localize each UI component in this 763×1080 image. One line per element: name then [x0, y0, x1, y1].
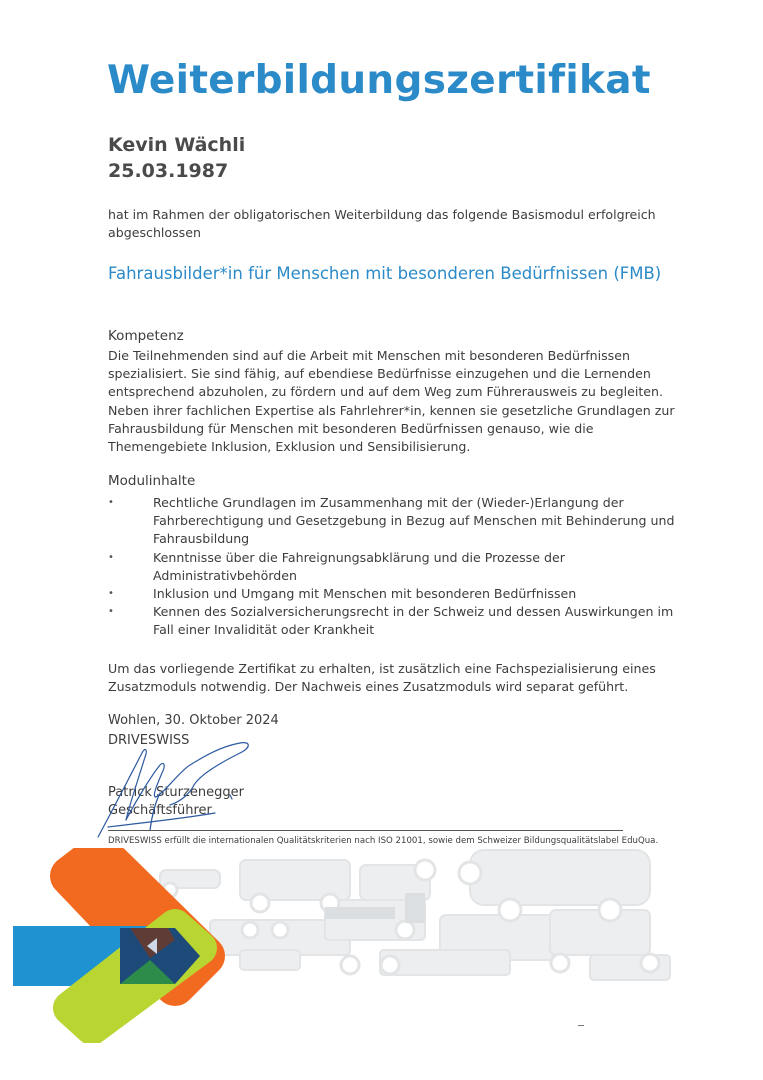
modulinhalte-list [108, 494, 688, 640]
footer-divider [108, 830, 623, 831]
module-title: Fahrausbilder*in für Menschen mit besonderen Bedürfnissen (FMB) [108, 264, 662, 283]
handwritten-signature-icon [90, 735, 265, 845]
list-item [108, 494, 688, 549]
participant-name: Kevin Wächli [108, 134, 246, 156]
list-item [108, 603, 688, 639]
bullet-icon: • [108, 551, 114, 563]
place-date: Wohlen, 30. Oktober 2024 [108, 713, 279, 728]
signer-role: Geschäftsführer [108, 803, 212, 818]
organization-name: DRIVESWISS [108, 733, 190, 748]
footer-quality-note: DRIVESWISS erfüllt die internationalen Qualitätskriterien nach ISO 21001, sowie dem Schweizer Bildungsqualitätslabel EduQua. [108, 836, 659, 846]
bullet-icon: • [108, 497, 114, 508]
list-item-text: Inklusion und Umgang mit Menschen mit besonderen Bedürfnissen [153, 586, 577, 602]
bullet-icon: • [108, 588, 114, 600]
participant-birth-date: 25.03.1987 [108, 160, 229, 182]
list-item-text: Rechtliche Grundlagen im Zusammenhang mit der (Wieder-)Erlangung der Fahrberechtigung und Gesetzgebung in Bezug auf Menschen mit Behinderung und Fahrausbildung [153, 495, 675, 547]
bullet-icon: • [108, 606, 114, 618]
list-item [108, 585, 688, 603]
closing-text: Um das vorliegende Zertifikat zu erhalten, ist zusätzlich eine Fachspezialisierung eines Zusatzmoduls notwendig. Der Nachweis eines Zusatzmoduls wird separat geführt. [108, 661, 656, 695]
modulinhalte-heading: Modulinhalte [108, 473, 196, 489]
list-item-text: Kenntnisse über die Fahreignungsabklärung und die Prozesse der Administrativbehörden [153, 549, 565, 583]
vehicles-watermark-icon [150, 845, 710, 995]
kompetenz-text: Die Teilnehmenden sind auf die Arbeit mit Menschen mit besonderen Bedürfnissen spezialisiert. Sie sind fähig, auf ebendiese Bedürfnisse einzugehen und die Lernenden entsprechend abzuholen, zu fördern und auf dem Weg zum Führerausweis zu begleiten. Neben ihrer fachlichen Expertise als Fahrlehrer*in, kennen sie gesetzliche Grundlagen zur Fahrausbildung für Menschen mit besonderen Bedürfnissen genauso, wie die Themengebiete Inklusion, Exklusion und Sensibilisierung. [108, 348, 675, 455]
list-item-text: Kennen des Sozialversicherungsrecht in der Schweiz und dessen Auswirkungen im Fall einer Invalidität oder Krankheit [153, 604, 674, 638]
signer-name: Patrick Sturzenegger [108, 785, 244, 800]
certificate-title: Weiterbildungszertifikat [107, 58, 651, 103]
kompetenz-heading: Kompetenz [108, 328, 184, 344]
list-item [108, 549, 688, 585]
intro-text: hat im Rahmen der obligatorischen Weiterbildung das folgende Basismodul erfolgreich abgeschlossen [108, 207, 656, 240]
driveswiss-logo-icon [0, 848, 230, 1043]
scan-mark [578, 1025, 584, 1026]
